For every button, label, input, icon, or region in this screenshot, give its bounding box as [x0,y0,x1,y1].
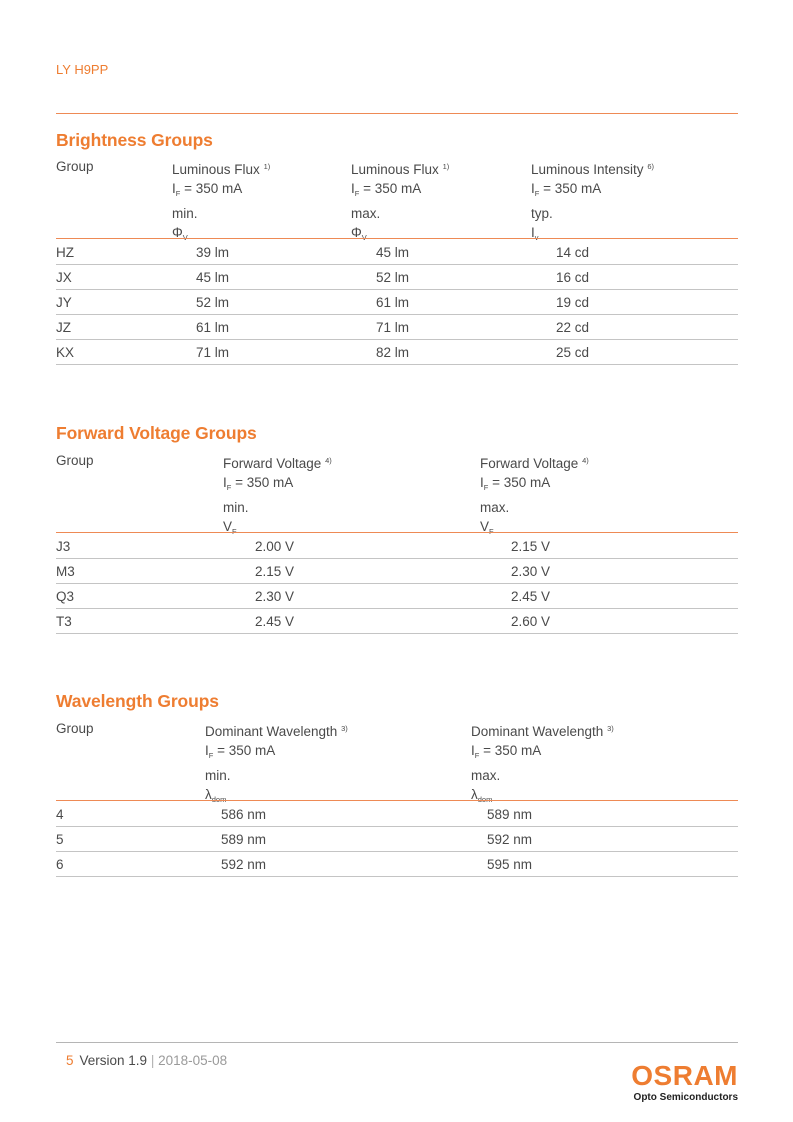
table-row: JY 52 lm 61 lm 19 cd [56,289,738,315]
footer-separator: | [150,1053,155,1068]
table-row: T3 2.45 V 2.60 V [56,608,738,634]
brightness-groups-section [56,130,738,242]
footer-divider [56,1042,738,1043]
table-row: 6 592 nm 595 nm [56,851,738,877]
table-row: JX 45 lm 52 lm 16 cd [56,264,738,290]
table-row: KX 71 lm 82 lm 25 cd [56,339,738,365]
table-row: 5 589 nm 592 nm [56,826,738,852]
forward-voltage-groups-section [56,423,738,536]
column-header-wavelength-max: Dominant Wavelength $^{3)}$ $I_F = 350$ mA max. $\lambda_{dom}$ [471,724,614,804]
table-row: M3 2.15 V 2.30 V [56,558,738,584]
document-id: LY H9PP [56,62,109,77]
column-header-group: Group [56,453,94,468]
page-number: 5 [66,1053,74,1068]
wavelength-groups-section [56,691,738,804]
table-row: J3 2.00 V 2.15 V [56,533,738,559]
table-row: Q3 2.30 V 2.45 V [56,583,738,609]
table-row: JZ 61 lm 71 lm 22 cd [56,314,738,340]
footer-date: 2018-05-08 [158,1053,228,1068]
voltage-table-header [56,451,738,536]
wavelength-groups-title: Wavelength Groups [56,691,219,711]
column-header-voltage-max: Forward Voltage $^{4)}$ $I_F = 350$ mA max. $V_F$ [480,456,589,536]
column-header-group: Group [56,721,94,736]
brightness-groups-title: Brightness Groups [56,130,213,150]
column-header-group: Group [56,159,94,174]
brightness-table-header [56,157,738,242]
table-row: 4 586 nm 589 nm [56,801,738,827]
column-header-flux-min: Luminous Flux $^{1)}$ $I_F = 350$ mA min. $\Phi_V$ [172,162,271,242]
version-label: Version 1.9 [79,1053,148,1068]
column-header-voltage-min: Forward Voltage $^{4)}$ $I_F = 350$ mA min. $V_F$ [223,456,332,536]
logo-tagline: Opto Semiconductors [633,1092,738,1103]
column-header-flux-max: Luminous Flux $^{1)}$ $I_F = 350$ mA max. $\Phi_V$ [351,162,450,242]
wavelength-table-header [56,719,738,804]
logo-wordmark: OSRAM [631,1060,738,1091]
header-divider [56,113,738,114]
table-row: HZ 39 lm 45 lm 14 cd [56,239,738,265]
osram-logo [631,1062,738,1103]
column-header-wavelength-min: Dominant Wavelength $^{3)}$ $I_F = 350$ mA min. $\lambda_{dom}$ [205,724,348,804]
column-header-intensity-typ: Luminous Intensity $^{6)}$ $I_F = 350$ mA typ. $I_v$ [531,162,654,242]
forward-voltage-groups-title: Forward Voltage Groups [56,423,257,443]
footer-info [66,1053,227,1068]
